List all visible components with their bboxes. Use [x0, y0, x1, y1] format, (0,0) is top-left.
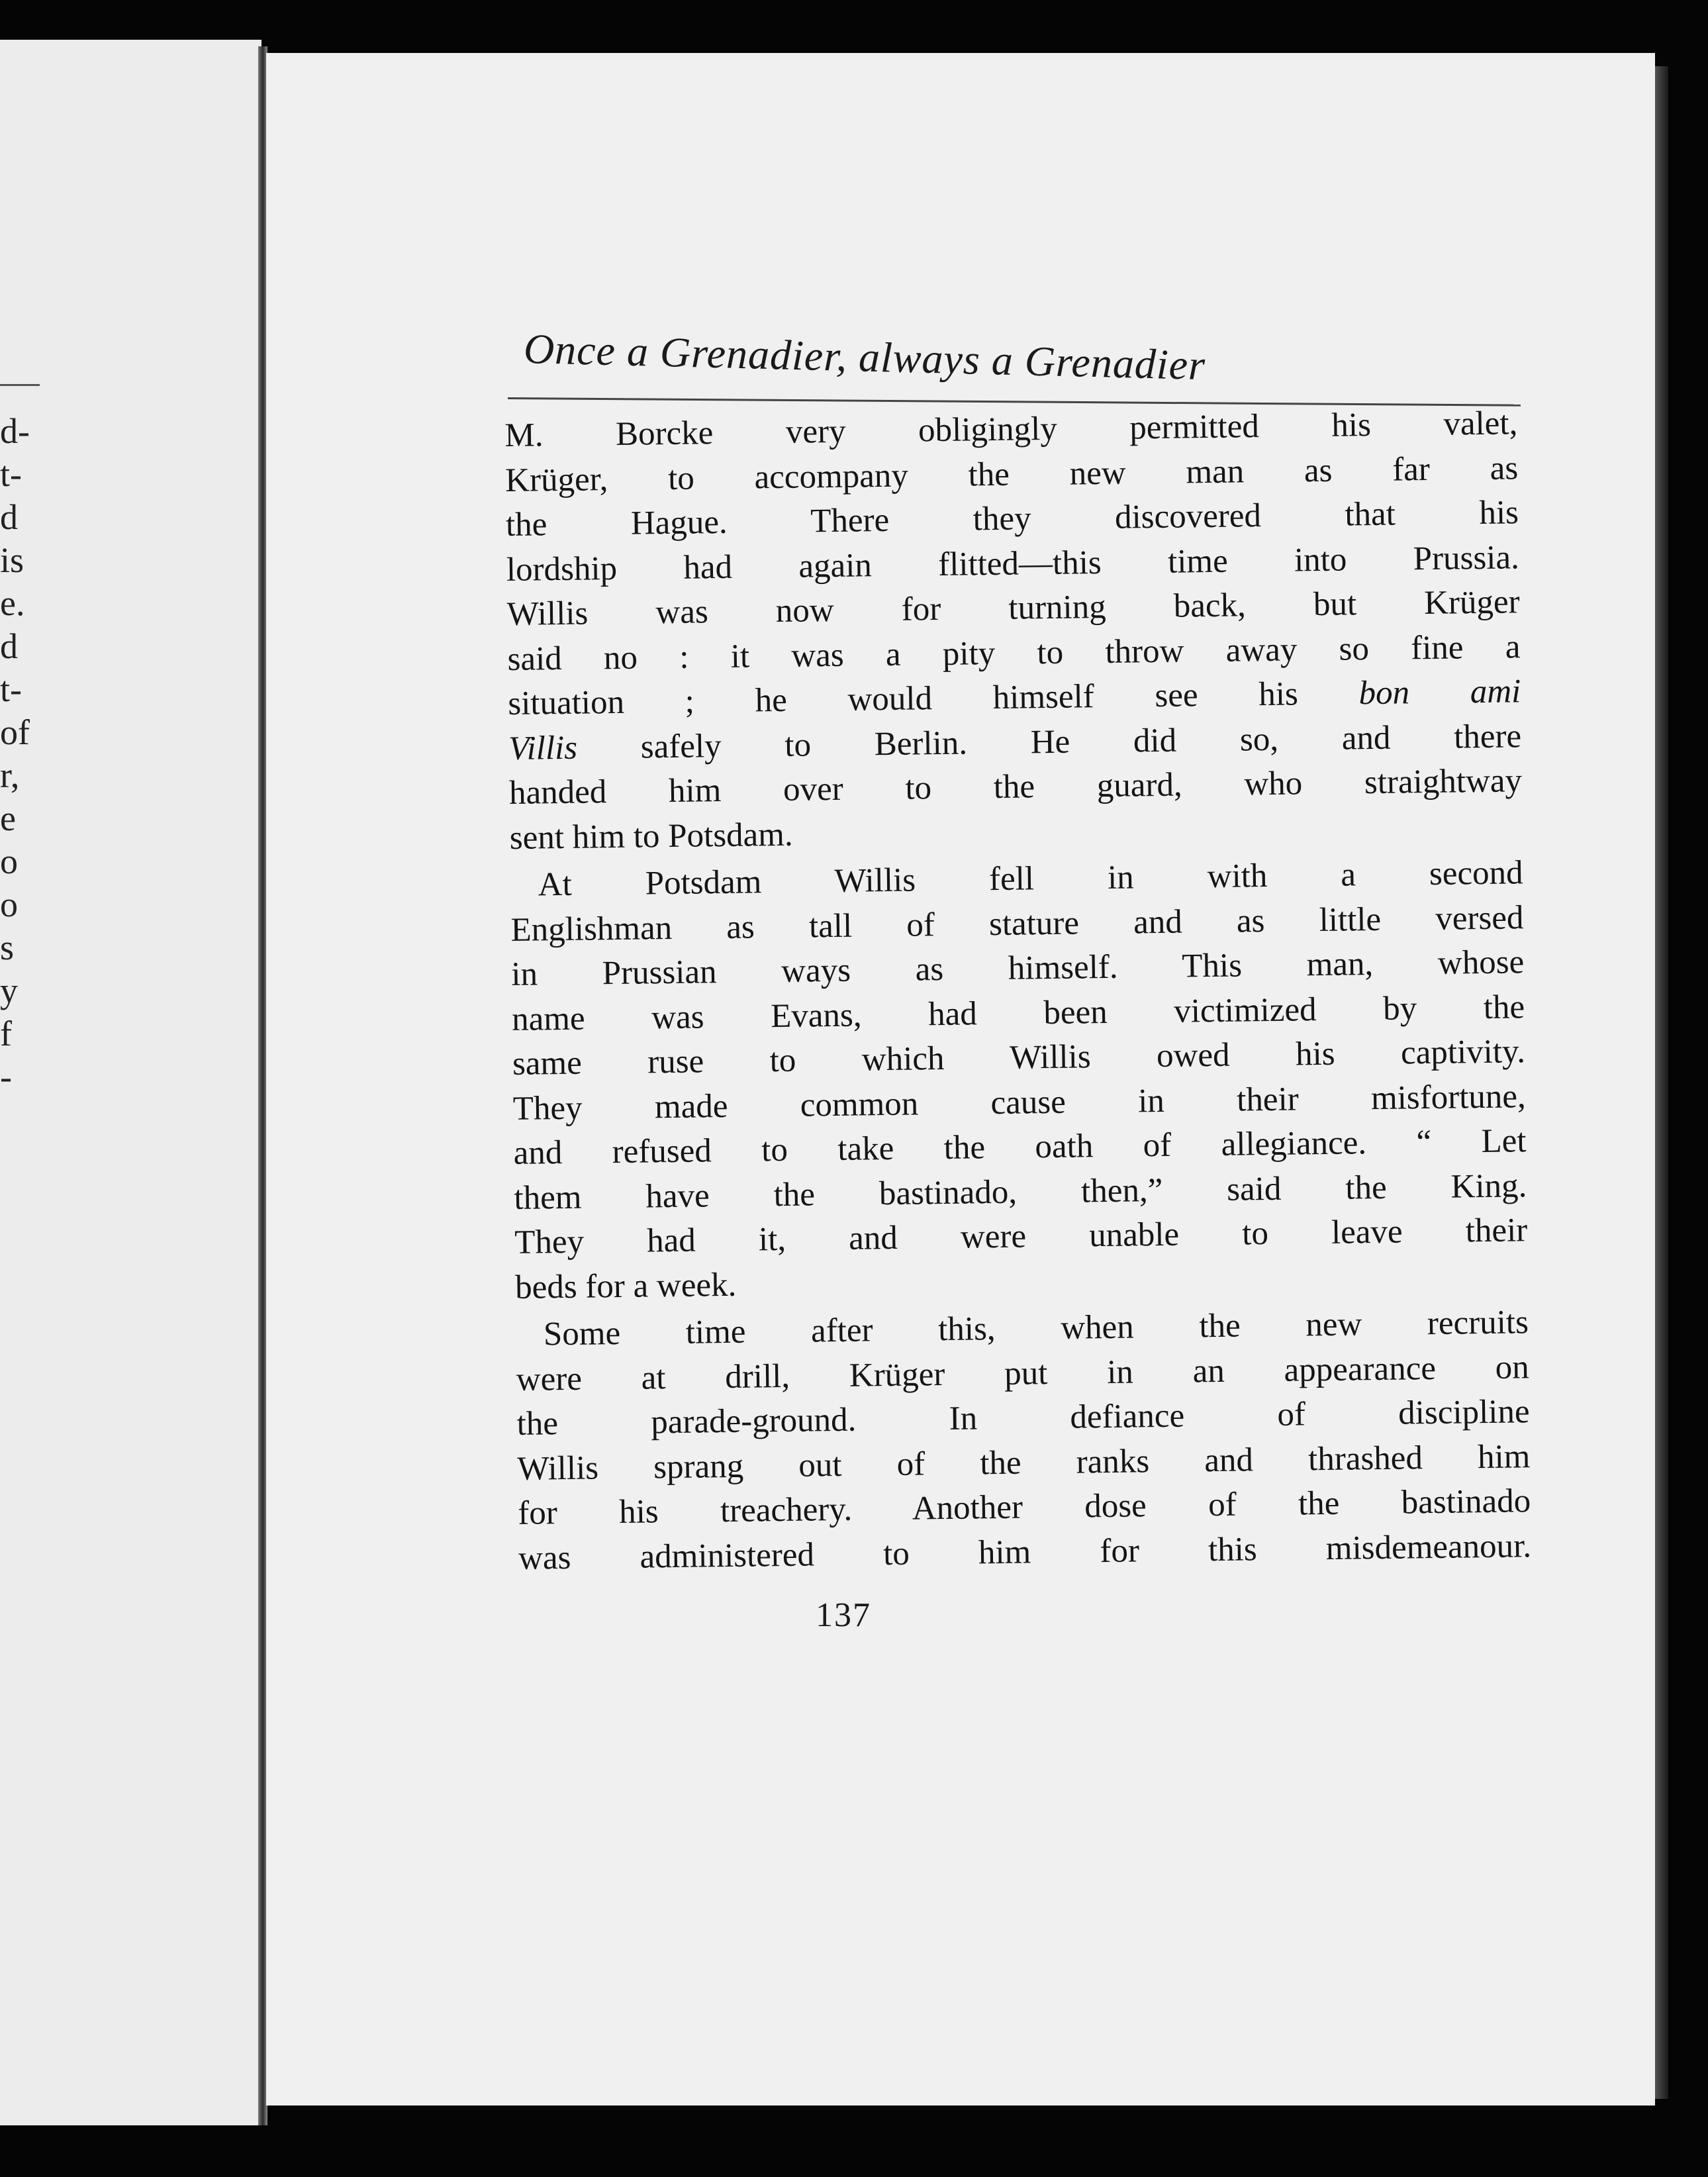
text-line: M. Borcke very obligingly permitted his valet, — [504, 405, 1518, 454]
text-line: Some time after this, when the new recruits — [543, 1304, 1529, 1353]
italic-phrase: bon ami — [1358, 673, 1521, 712]
text-line: beds for a week. — [514, 1266, 737, 1306]
facing-page-rule — [0, 384, 40, 386]
running-head: Once a Grenadier, always a Grenadier — [523, 324, 1206, 389]
text-segment: safely to Berlin. He did so, and there — [640, 717, 1522, 766]
text-line: said no : it was a pity to throw away so fine a — [507, 628, 1521, 678]
facing-line-fragment: is — [0, 540, 24, 580]
facing-line-fragment: d- — [0, 411, 30, 451]
text-line: Englishman as tall of stature and as little versed — [510, 898, 1524, 949]
text-line: lordship had again flitted—this time into Prussia. — [506, 538, 1520, 589]
facing-line-fragment: t- — [0, 454, 22, 494]
text-line: name was Evans, had been victimized by the — [511, 988, 1525, 1038]
facing-line-fragment: y — [0, 971, 18, 1010]
body-text — [504, 401, 1531, 1584]
text-line: They made common cause in their misfortune, — [512, 1077, 1527, 1128]
text-line: the Hague. There they discovered that his — [505, 494, 1519, 544]
facing-line-fragment: s — [0, 928, 15, 967]
text-line: for his treachery. Another dose of the bastinado — [517, 1482, 1531, 1532]
text-line: same ruse to which Willis owed his captivity. — [512, 1033, 1526, 1083]
text-line: were at drill, Krüger put in an appearance on — [516, 1348, 1530, 1398]
text-line: the parade-ground. In defiance of discipline — [516, 1393, 1530, 1443]
text-line: They had it, and were unable to leave their — [514, 1212, 1528, 1261]
book-page — [266, 53, 1655, 2105]
page-number: 137 — [816, 1596, 871, 1634]
paragraph-3 — [516, 1300, 1532, 1581]
facing-line-fragment: r, — [0, 755, 20, 795]
text-line: handed him over to the guard, who straightway — [508, 762, 1523, 812]
facing-line-fragment: - — [0, 1057, 12, 1096]
facing-line-fragment: of — [0, 712, 30, 752]
text-line: was administered to him for this misdemeanour. — [518, 1527, 1532, 1577]
facing-line-fragment: f — [0, 1014, 12, 1053]
text-segment: situation ; he would himself see his — [508, 675, 1299, 722]
text-line: Willis was now for turning back, but Krüger — [506, 583, 1520, 633]
facing-line-fragment: o — [0, 885, 18, 924]
facing-line-fragment: e — [0, 798, 16, 838]
facing-line-fragment: d — [0, 626, 18, 666]
facing-line-fragment: e. — [0, 583, 25, 623]
text-line: Willis sprang out of the ranks and thrashed him — [517, 1437, 1531, 1488]
paragraph-1 — [504, 401, 1523, 861]
italic-phrase: Villis — [508, 729, 578, 767]
facing-line-fragment: d — [0, 497, 18, 537]
text-line: sent him to Potsdam. — [509, 816, 793, 857]
text-line: and refused to take the oath of allegiance. “ Let — [513, 1122, 1527, 1172]
text-line: in Prussian ways as himself. This man, whose — [511, 943, 1525, 993]
facing-line-fragment: t- — [0, 669, 22, 709]
facing-page-left — [0, 40, 261, 2125]
text-line: At Potsdam Willis fell in with a second — [538, 854, 1523, 904]
text-line: Krüger, to accompany the new man as far as — [504, 449, 1519, 499]
facing-line-fragment: o — [0, 842, 18, 881]
paragraph-2 — [510, 851, 1528, 1310]
text-line: them have the bastinado, then,” said the King. — [514, 1167, 1527, 1217]
